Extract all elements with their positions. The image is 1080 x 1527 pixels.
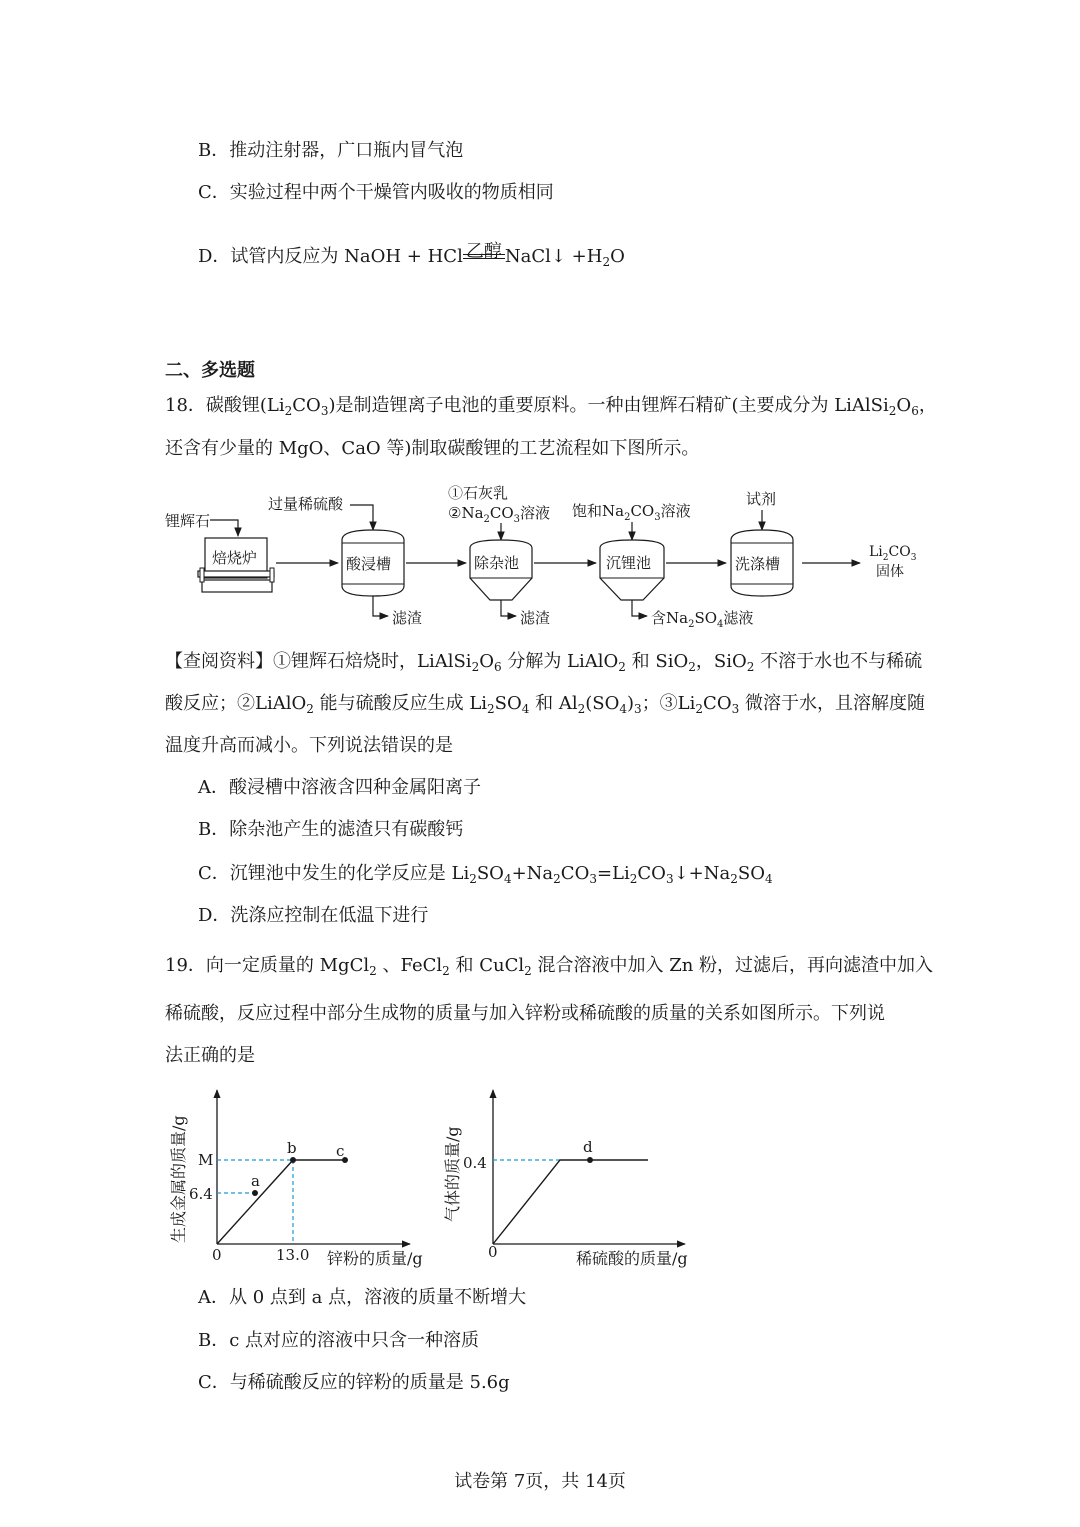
residue1-label: 滤渣 xyxy=(392,609,423,627)
impurity-pool-label: 除杂池 xyxy=(474,554,520,572)
q18-stem-line2: 还含有少量的 MgO、CaO 等)制取碳酸锂的工艺流程如下图所示。 xyxy=(165,438,700,459)
li-input-label: 饱和$Na_2CO_3$溶液 xyxy=(572,502,691,523)
y-tick-m: M xyxy=(198,1151,214,1169)
origin-label: 0 xyxy=(488,1243,498,1261)
q19-stem-line2: 稀硫酸，反应过程中部分生成物的质量与加入锌粉或稀硫酸的质量的关系如图所示。下列说 xyxy=(165,1003,885,1024)
acid-gas-graph xyxy=(430,1080,720,1275)
x-tick-13: 13.0 xyxy=(276,1246,310,1264)
acid-input-label: 过量稀硫酸 xyxy=(268,495,344,513)
reagent-label: 试剂 xyxy=(746,490,777,508)
product-label-line2: 固体 xyxy=(876,564,904,580)
residue2-label: 滤渣 xyxy=(520,609,551,627)
curve-2 xyxy=(493,1160,648,1244)
x-axis-label: 稀硫酸的质量/g xyxy=(576,1249,688,1268)
label-d: d xyxy=(583,1138,593,1156)
zinc-mass-graph xyxy=(160,1080,450,1275)
filtrate-arrow xyxy=(632,600,647,616)
origin-label: 0 xyxy=(212,1246,222,1264)
section-title: 二、多选题 xyxy=(165,360,255,381)
y-tick-6-4: 6.4 xyxy=(189,1185,213,1203)
q18-stem-line1: 18．碳酸锂$(Li_2CO_3)$是制造锂离子电池的重要原料。一种由锂辉石精矿(主要成分为 $LiAlSi_2O_6$， xyxy=(165,395,937,418)
impurity-input1-label: ①石灰乳 xyxy=(448,484,509,502)
residue1-arrow xyxy=(373,596,388,616)
q19-stem-line1: 19．向一定质量的 MgCl$_2$ 、FeCl$_2$ 和 CuCl$_2$ 混合溶液中加入 Zn 粉，过滤后，再向滤渣中加入 xyxy=(165,955,934,978)
impurity-removal-pool xyxy=(470,540,532,600)
q19-option-b: B．c 点对应的溶液中只含一种溶质 xyxy=(198,1330,480,1351)
label-b: b xyxy=(287,1139,297,1157)
q17-option-b: B．推动注射器，广口瓶内冒气泡 xyxy=(198,140,464,161)
y-axis-label: 气体的质量/g xyxy=(443,1126,462,1222)
wash-tank xyxy=(731,530,793,596)
point-d xyxy=(587,1157,593,1163)
q18-option-c: C．沉锂池中发生的化学反应是 $Li_2SO_4+Na_2CO_3=Li_2CO_3↓+Na_2SO_4$ xyxy=(198,863,773,886)
q18-info-line1: 【查阅资料】①锂辉石焙烧时，$LiAlSi_2O_6$ 分解为 LiAlO$_2$ 和 SiO$_2$，SiO$_2$ 不溶于水也不与稀硫 xyxy=(165,651,923,674)
raw-arrow xyxy=(210,520,238,536)
furnace-unit xyxy=(198,538,274,592)
curve-1 xyxy=(217,1160,345,1244)
y-axis-label: 生成金属的质量/g xyxy=(169,1115,188,1243)
q19-stem-line3: 法正确的是 xyxy=(165,1045,255,1066)
y-tick-0-4: 0.4 xyxy=(463,1154,487,1172)
lithium-precipitation-pool xyxy=(600,540,664,600)
li-pool-label: 沉锂池 xyxy=(606,554,652,572)
process-flow-diagram xyxy=(160,478,930,630)
q18-option-a: A．酸浸槽中溶液含四种金属阳离子 xyxy=(198,777,481,798)
residue2-arrow xyxy=(501,600,516,616)
point-a xyxy=(252,1190,258,1196)
point-b xyxy=(290,1157,296,1163)
q18-info-line2: 酸反应；②LiAlO$_2$ 能与硫酸反应生成 $Li_2SO_4$ 和 $Al_2(SO_4)_3$；$③Li_2CO_3$ 微溶于水，且溶解度随 xyxy=(165,693,925,716)
label-c: c xyxy=(336,1142,345,1160)
q17-option-d: D．试管内反应为 NaOH + HCl 乙醇 NaCl↓ $+H_2O$ xyxy=(198,241,625,269)
impurity-input2-label: $②Na_2CO_3$溶液 xyxy=(448,504,551,525)
raw-material-label: 锂辉石 xyxy=(165,512,211,530)
q18-option-d: D．洗涤应控制在低温下进行 xyxy=(198,905,429,926)
wash-tank-label: 洗涤槽 xyxy=(735,555,781,573)
q19-option-a: A．从 0 点到 a 点，溶液的质量不断增大 xyxy=(198,1287,527,1308)
label-a: a xyxy=(251,1172,260,1190)
acid-tank-label: 酸浸槽 xyxy=(346,555,392,573)
acid-input-arrow xyxy=(350,505,373,530)
q18-option-b: B．除杂池产生的滤渣只有碳酸钙 xyxy=(198,819,464,840)
acid-leach-tank xyxy=(342,530,404,596)
furnace-label: 焙烧炉 xyxy=(212,549,258,567)
filtrate-label: 含$Na_2SO_4$滤液 xyxy=(651,609,754,630)
q19-option-c: C．与稀硫酸反应的锌粉的质量是 5.6g xyxy=(198,1372,510,1393)
x-axis-label: 锌粉的质量/g xyxy=(327,1249,423,1268)
q18-info-line3: 温度升高而减小。下列说法错误的是 xyxy=(165,735,453,756)
page-footer: 试卷第 7页，共 14页 xyxy=(454,1471,626,1492)
product-label-line1: $Li_2CO_3$ xyxy=(869,544,917,563)
q17-option-c: C．实验过程中两个干燥管内吸收的物质相同 xyxy=(198,182,554,203)
